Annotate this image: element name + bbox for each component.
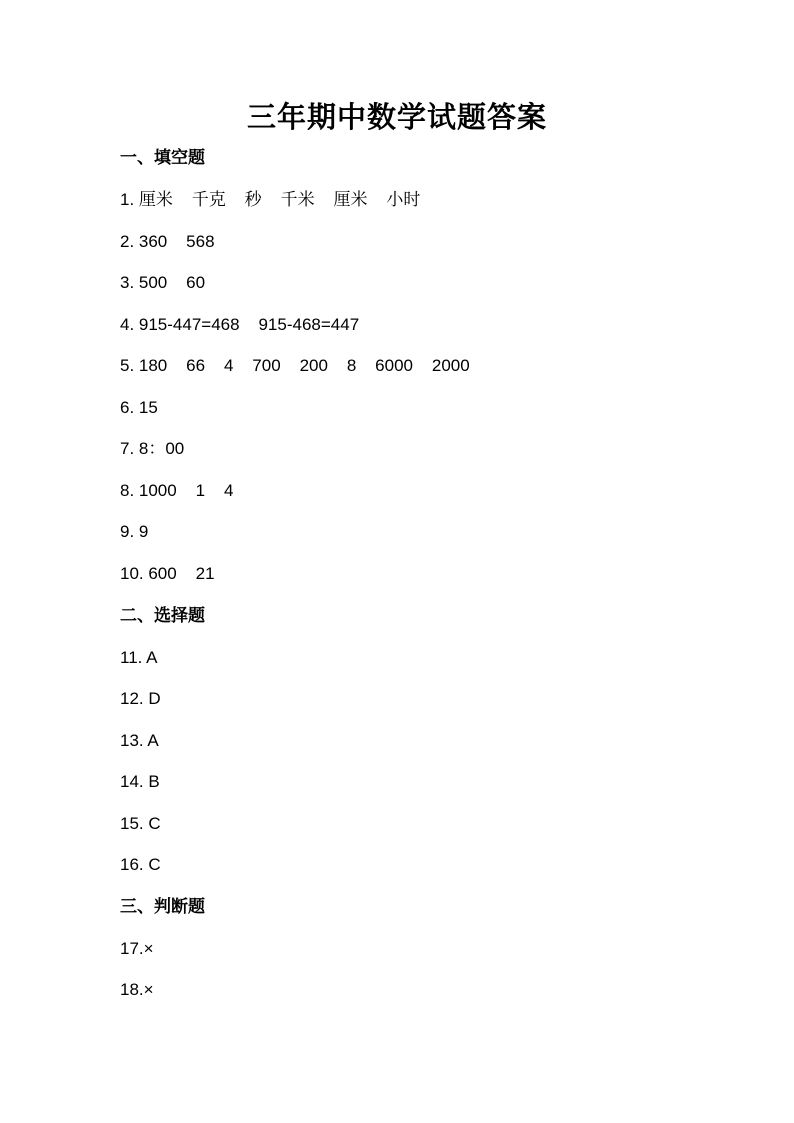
answer-line-1: 1. 厘米 千克 秒 千米 厘米 小时: [120, 190, 421, 209]
page-title: 三年期中数学试题答案: [246, 100, 547, 134]
answer-line-4: 4. 915-447=468 915-468=447: [120, 315, 360, 334]
answer-line-5: 5. 180 66 4 700 200 8 6000 2000: [120, 356, 470, 375]
answer-line-9: 9. 9: [120, 522, 149, 541]
answer-line-16: 16. C: [120, 855, 161, 874]
answer-line-17: 17.×: [120, 939, 154, 958]
section-heading-multiple-choice: 二、选择题: [120, 606, 205, 626]
answer-line-12: 12. D: [120, 689, 161, 708]
answer-line-2: 2. 360 568: [120, 232, 215, 251]
answer-line-14: 14. B: [120, 772, 160, 791]
answer-line-18: 18.×: [120, 980, 154, 999]
section-heading-fill-in: 一、填空题: [120, 148, 205, 168]
answer-line-13: 13. A: [120, 731, 159, 750]
answer-line-11: 11. A: [120, 648, 158, 667]
answer-line-10: 10. 600 21: [120, 564, 215, 583]
answer-line-6: 6. 15: [120, 398, 158, 417]
section-heading-true-false: 三、判断题: [120, 897, 205, 917]
answer-line-7: 7. 8：00: [120, 439, 185, 458]
answer-line-3: 3. 500 60: [120, 273, 206, 292]
answer-line-15: 15. C: [120, 814, 161, 833]
answer-line-8: 8. 1000 1 4: [120, 481, 234, 500]
